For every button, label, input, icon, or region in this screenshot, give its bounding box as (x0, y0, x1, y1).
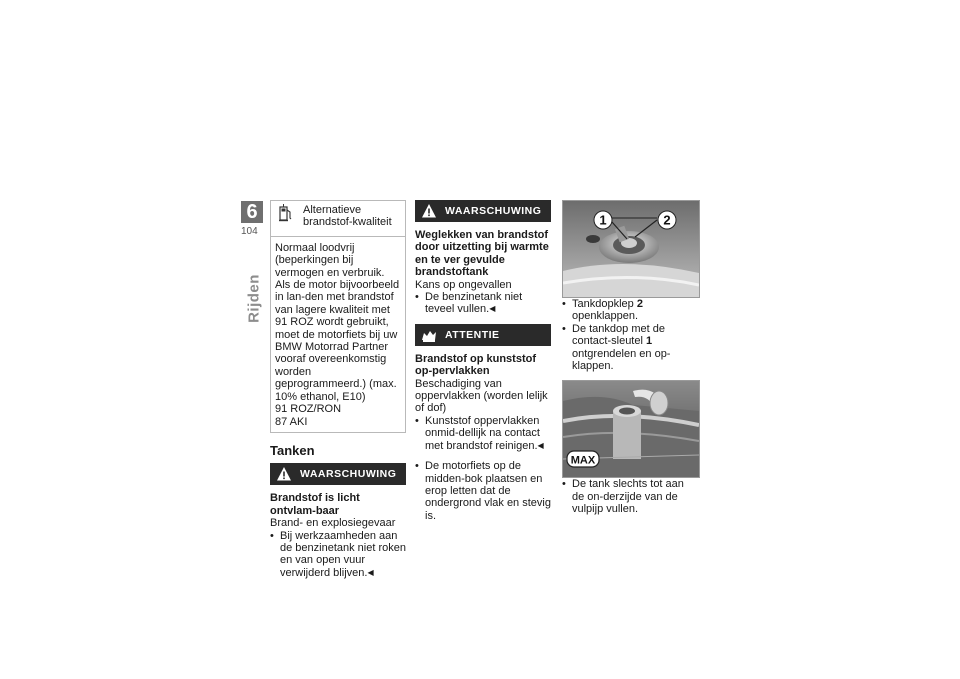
column-3 (562, 200, 698, 516)
step-list (562, 298, 698, 372)
callout-1: 1 (599, 212, 607, 228)
warning-label-1: WAARSCHUWING (300, 468, 397, 481)
chapter-number: 6 (241, 201, 263, 223)
attention-icon (421, 327, 437, 343)
list-item: • Bij werkzaamheden aan de benzinetank niet roken en van open vuur verwijderd blijven.◀ (270, 530, 406, 580)
list-item: • De motorfiets op de midden-bok plaatsen en erop letten dat de ondergrond vlak en stevig is. (415, 460, 551, 522)
fuel-info-text: Normaal loodvrij (beperkingen bij vermogen en verbruik. Als de motor bijvoorbeeld in lan-den met brandstof van lagere kwaliteit met 91 ROZ wordt gebruikt, moet de motorfiets bij uw BMW Motorrad Partner vooraf overeenkomstig worden geprogrammeerd.) (max. 10% ethanol, E10) (275, 241, 400, 403)
fuel-info-box (270, 200, 406, 433)
photo-tank-cap (562, 200, 700, 298)
fuel-pump-icon (271, 204, 299, 227)
fuel-info-aki: 87 AKI (275, 415, 308, 428)
list-item: • Tankdopklep 2 openklappen. (562, 298, 698, 323)
warning-heading-2: Weglekken van brandstof door uitzetting bij warmte en te ver gevulde brandstoftank (415, 229, 549, 279)
list-item: • De tank slechts tot aan de on-derzijde van de vulpijp vullen. (562, 478, 698, 515)
attention-heading: Brandstof op kunststof op-pervlakken (415, 352, 536, 378)
column-1 (270, 200, 406, 579)
section-title-tanken: Tanken (270, 442, 315, 458)
fuel-info-ron: 91 ROZ/RON (275, 403, 342, 416)
page-number: 104 (241, 226, 258, 237)
list-item: • De tankdop met de contact-sleutel 1 ontgrendelen en op-klappen. (562, 323, 698, 373)
step-ref-number: 1 (645, 335, 653, 348)
photo-filler-neck (562, 380, 700, 478)
list-item: • Kunststof oppervlakken onmid-dellijk na contact met brandstof reinigen.◀ (415, 415, 551, 452)
section-side-label: Rijden (245, 274, 263, 323)
end-mark-icon: ◀ (537, 440, 544, 450)
warning-heading-1: Brandstof is licht ontvlam-baar (270, 492, 360, 517)
max-label: MAX (570, 454, 596, 467)
end-mark-icon: ◀ (489, 304, 496, 314)
warning-banner-1 (270, 463, 406, 485)
attention-list (415, 415, 551, 522)
warning-banner-2 (415, 200, 551, 222)
warning-list-2 (415, 291, 551, 316)
warning-triangle-icon (421, 203, 437, 219)
attention-label: ATTENTIE (445, 328, 500, 341)
fuel-info-header (271, 203, 405, 237)
list-item: • De benzinetank niet teveel vullen.◀ (415, 291, 551, 316)
attention-text: Beschadiging van oppervlakken (worden lelijk of dof) (415, 377, 548, 415)
warning-list-1 (270, 530, 406, 580)
fuel-info-title: Alternatieve brandstof-kwaliteit (303, 204, 392, 229)
fill-note-list (562, 478, 698, 515)
warning-triangle-icon (276, 466, 292, 482)
step-ref-number: 2 (636, 298, 643, 310)
end-mark-icon: ◀ (367, 567, 374, 577)
warning-text-1: Brand- en explosiegevaar (270, 517, 396, 530)
column-2 (415, 200, 551, 522)
callout-2: 2 (663, 212, 671, 228)
attention-banner (415, 324, 551, 346)
warning-text-2: Kans op ongevallen (415, 278, 512, 291)
fuel-info-body (275, 242, 401, 428)
warning-label-2: WAARSCHUWING (445, 204, 542, 217)
